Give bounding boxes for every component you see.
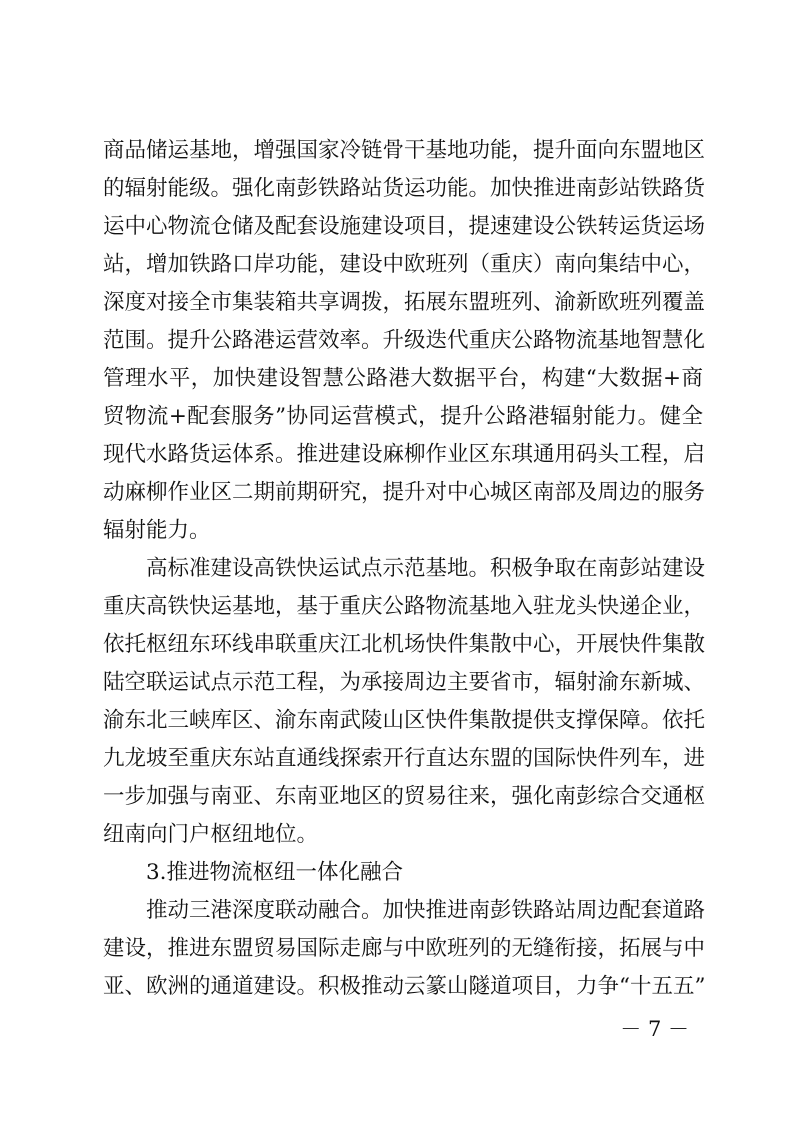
text-line: 管理水平，加快建设智慧公路港大数据平台，构建“大数据+商: [103, 366, 703, 391]
text-line: 亚、欧洲的通道建设。积极推动云篆山隧道项目，力争“十五五”: [103, 974, 706, 999]
text-line: 纽南向门户枢纽地位。: [103, 822, 319, 847]
text-line: 运中心物流仓储及配套设施建设项目，提速建设公铁转运货运场: [103, 214, 706, 239]
text-line: 陆空联运试点示范工程，为承接周边主要省市，辐射渝东新城、: [103, 670, 706, 695]
paragraph-high-speed-rail-express: [103, 550, 706, 854]
section-heading: [103, 854, 703, 892]
text-line: 辐射能力。: [103, 518, 211, 543]
paragraph-three-port-integration: [103, 892, 706, 1006]
text-line: 九龙坡至重庆东站直通线探索开行直达东盟的国际快件列车，进: [103, 746, 706, 771]
paragraph-cold-chain-and-rail-freight: [103, 132, 706, 550]
text-line: 依托枢纽东环线串联重庆江北机场快件集散中心，开展快件集散: [103, 632, 706, 657]
text-line: 现代水路货运体系。推进建设麻柳作业区东琪通用码头工程，启: [103, 442, 706, 467]
page-number: － 7 －: [620, 1017, 689, 1041]
text-line: 贸物流+配套服务”协同运营模式，提升公路港辐射能力。健全: [103, 404, 703, 429]
text-line: 深度对接全市集装箱共享调拨，拓展东盟班列、渝新欧班列覆盖: [103, 290, 706, 315]
text-line: 推动三港深度联动融合。加快推进南彭铁路站周边配套道路: [146, 898, 706, 923]
text-line: 的辐射能级。强化南彭铁路站货运功能。加快推进南彭站铁路货: [103, 176, 706, 201]
text-line: 站，增加铁路口岸功能，建设中欧班列（重庆）南向集结中心，: [103, 252, 706, 277]
text-line: 高标准建设高铁快运试点示范基地。积极争取在南彭站建设: [146, 556, 706, 581]
text-line: 渝东北三峡库区、渝东南武陵山区快件集散提供支撑保障。依托: [103, 708, 706, 733]
document-body: [103, 132, 706, 1006]
section-heading-text: 3.推进物流枢纽一体化融合: [146, 860, 404, 885]
text-line: 范围。提升公路港运营效率。升级迭代重庆公路物流基地智慧化: [103, 328, 706, 353]
text-line: 建设，推进东盟贸易国际走廊与中欧班列的无缝衔接，拓展与中: [103, 936, 706, 961]
text-line: 重庆高铁快运基地，基于重庆公路物流基地入驻龙头快递企业，: [103, 594, 706, 619]
text-line: 商品储运基地，增强国家冷链骨干基地功能，提升面向东盟地区: [103, 138, 706, 163]
text-line: 动麻柳作业区二期前期研究，提升对中心城区南部及周边的服务: [103, 480, 706, 505]
text-line: 一步加强与南亚、东南亚地区的贸易往来，强化南彭综合交通枢: [103, 784, 706, 809]
